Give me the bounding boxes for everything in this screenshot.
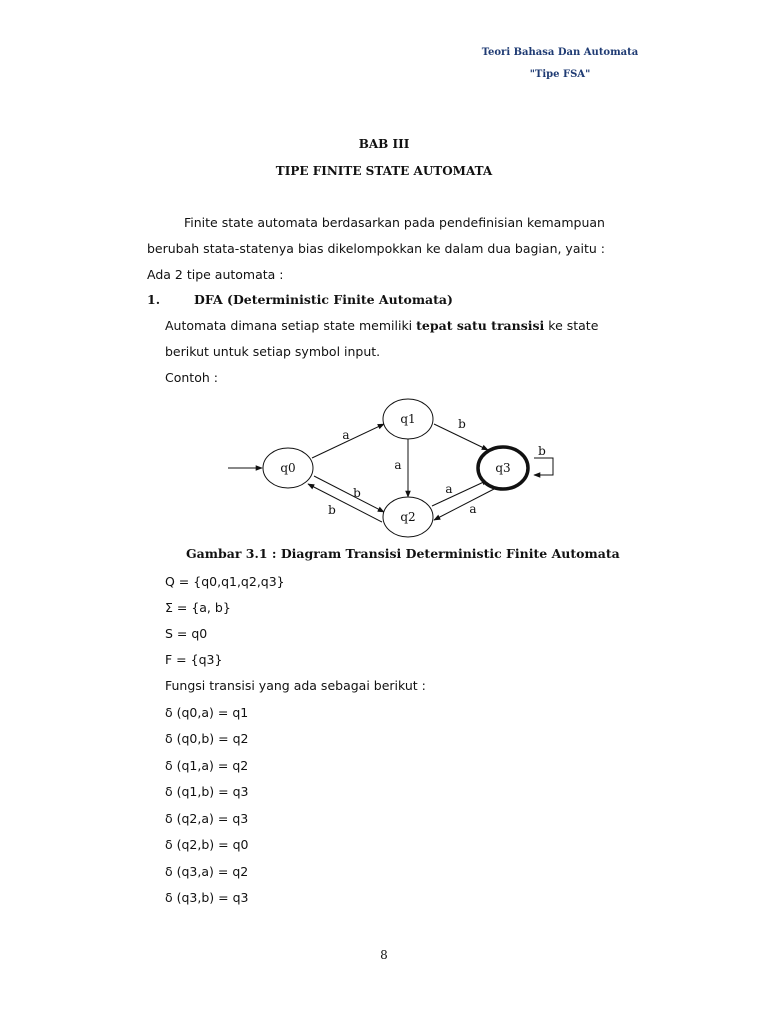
edge-q3-q2 (434, 488, 496, 520)
transition-rule: δ (q1,b) = q3 (165, 784, 249, 799)
page-number: 8 (380, 948, 388, 962)
edge-q2-q3 (432, 480, 488, 506)
edge-q2-q0 (308, 484, 382, 522)
label-q0-q2: b (353, 486, 361, 500)
label-q1-q3: b (458, 417, 466, 431)
definition-alphabet: Σ = {a, b} (165, 600, 231, 615)
intro-line-1: Finite state automata berdasarkan pada pendefinisian kemampuan (184, 215, 605, 230)
section-description-line-2: berikut untuk setiap symbol input. (165, 344, 381, 359)
edge-q3-q3-loop (534, 458, 553, 475)
label-q1-q2: a (394, 458, 402, 472)
figure-caption: Gambar 3.1 : Diagram Transisi Deterministic Finite Automata (186, 546, 620, 561)
label-q2-q0: b (328, 503, 336, 517)
edge-q0-q2 (314, 476, 384, 512)
transition-rule: δ (q3,a) = q2 (165, 864, 249, 879)
state-q3-final (478, 447, 528, 489)
description-text-before: Automata dimana setiap state memiliki (165, 318, 417, 333)
chapter-title: TIPE FINITE STATE AUTOMATA (275, 164, 493, 178)
transition-rule: δ (q2,a) = q3 (165, 811, 249, 826)
transition-rule: δ (q3,b) = q3 (165, 890, 249, 905)
state-label-q1: q1 (400, 412, 416, 426)
transition-rule: δ (q1,a) = q2 (165, 758, 249, 773)
label-q3-q3: b (538, 444, 546, 458)
state-label-q0: q0 (280, 461, 296, 475)
transition-function-intro: Fungsi transisi yang ada sebagai berikut : (165, 678, 426, 693)
label-q0-q1: a (342, 428, 350, 442)
label-q2-q3: a (445, 482, 453, 496)
section-description-line-1 (165, 318, 598, 334)
definition-final-states: F = {q3} (165, 652, 223, 667)
state-q1 (383, 399, 433, 439)
state-q2 (383, 497, 433, 537)
description-text-after: ke state (544, 318, 599, 333)
dfa-transition-diagram (222, 394, 562, 544)
label-q3-q2: a (469, 502, 477, 516)
state-label-q2: q2 (400, 510, 416, 524)
state-q0 (263, 448, 313, 488)
transition-rule: δ (q2,b) = q0 (165, 837, 249, 852)
example-label: Contoh : (165, 370, 218, 385)
chapter-number: BAB III (358, 137, 410, 151)
header-course-title: Teori Bahasa Dan Automata (481, 47, 639, 58)
transition-rule: δ (q0,a) = q1 (165, 705, 249, 720)
description-emphasis: tepat satu transisi (416, 318, 545, 333)
definition-start-state: S = q0 (165, 626, 208, 641)
intro-line-2: berubah stata-statenya bias dikelompokkan ke dalam dua bagian, yaitu : (147, 241, 605, 256)
section-heading: DFA (Deterministic Finite Automata) (194, 292, 453, 307)
header-subtitle: "Tipe FSA" (529, 69, 591, 80)
transition-rule: δ (q0,b) = q2 (165, 731, 249, 746)
running-header (470, 42, 650, 86)
section-number: 1. (147, 292, 161, 307)
state-label-q3: q3 (495, 461, 511, 475)
intro-line-3: Ada 2 tipe automata : (147, 267, 284, 282)
definition-states: Q = {q0,q1,q2,q3} (165, 574, 285, 589)
